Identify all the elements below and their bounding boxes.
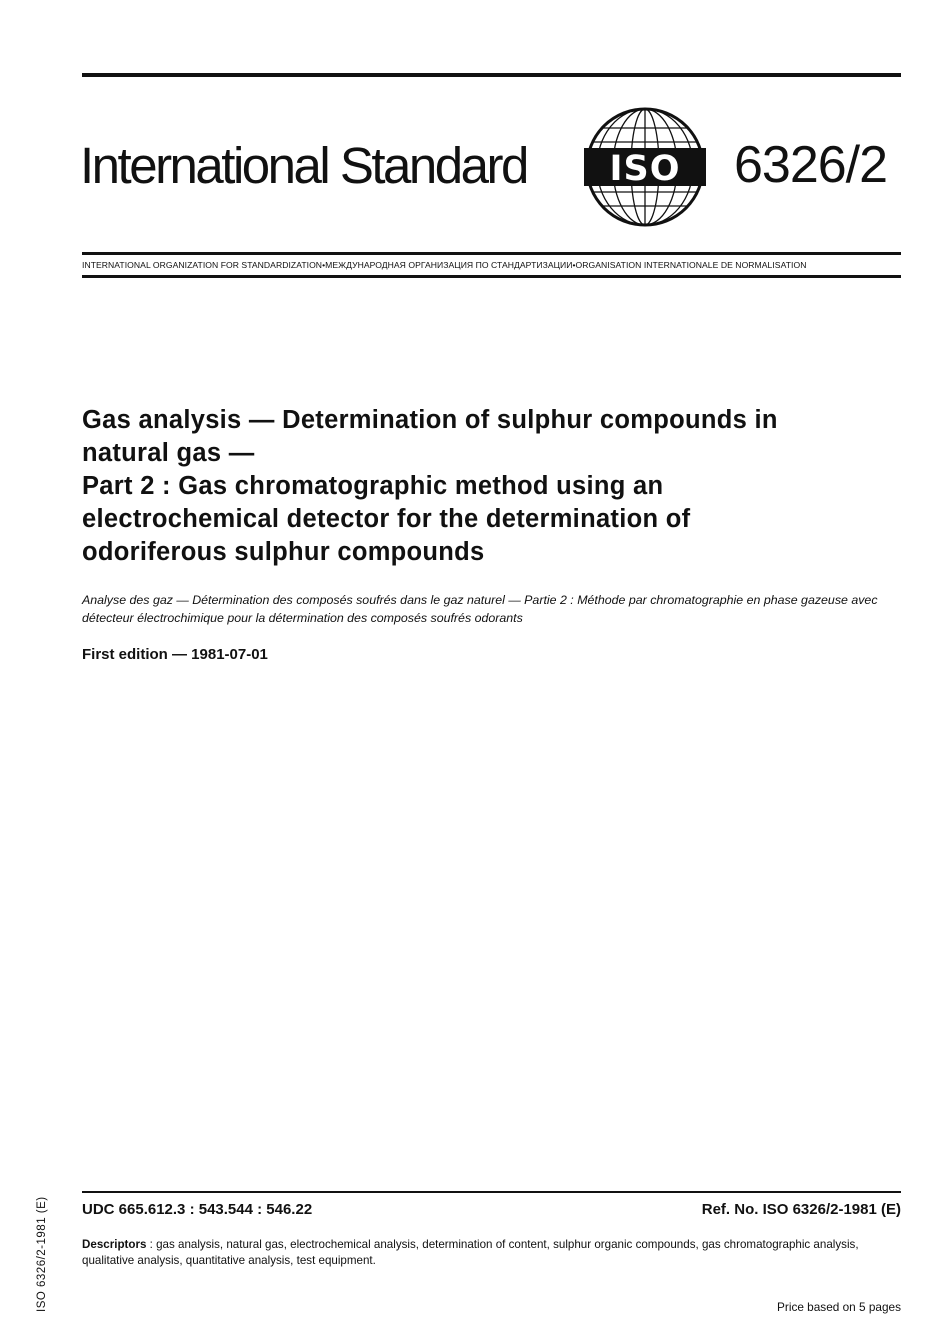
top-rule (82, 73, 901, 77)
price-note: Price based on 5 pages (777, 1300, 901, 1314)
udc-code: UDC 665.612.3 : 543.544 : 546.22 (82, 1201, 313, 1218)
footer-rule (82, 1191, 901, 1193)
title-line: Part 2 : Gas chromatographic method using an (82, 472, 664, 500)
svg-text:ISO: ISO (609, 149, 681, 189)
french-title: Analyse des gaz — Détermination des composés soufrés dans le gaz naturel — Partie 2 : Méthode par chromatographie en phase gazeuse avec détecteur électrochimique pour la détermination des composés soufrés odorants (82, 593, 878, 625)
descriptors-text: : gas analysis, natural gas, electrochemical analysis, determination of content, sulphur organic compounds, gas chromatographic analysis, qualitative analysis, quantitative analysis, test equipment. (82, 1238, 859, 1267)
iso-globe-logo (582, 104, 708, 230)
edition-date: First edition — 1981-07-01 (82, 646, 268, 663)
document-title (82, 404, 902, 569)
title-line: natural gas — (82, 439, 255, 467)
descriptors (82, 1237, 904, 1269)
descriptors-label: Descriptors (82, 1238, 147, 1251)
title-line: Gas analysis — Determination of sulphur compounds in (82, 406, 778, 434)
reference-number: Ref. No. ISO 6326/2-1981 (E) (701, 1201, 901, 1218)
organization-names: INTERNATIONAL ORGANIZATION FOR STANDARDIZATION•МЕЖДУНАРОДНАЯ ОРГАНИЗАЦИЯ ПО СТАНДАРТИЗАЦИИ•ORGANISATION INTERNATIONALE DE NORMALISATION (82, 260, 807, 270)
title-line: odoriferous sulphur compounds (82, 538, 485, 566)
title-line: electrochemical detector for the determination of (82, 505, 691, 533)
standard-heading: International Standard (80, 137, 527, 194)
header-rule-lower (82, 275, 901, 278)
header-rule-upper (82, 252, 901, 255)
side-reference: ISO 6326/2-1981 (E) (36, 1196, 48, 1312)
standard-number: 6326/2 (734, 136, 888, 194)
